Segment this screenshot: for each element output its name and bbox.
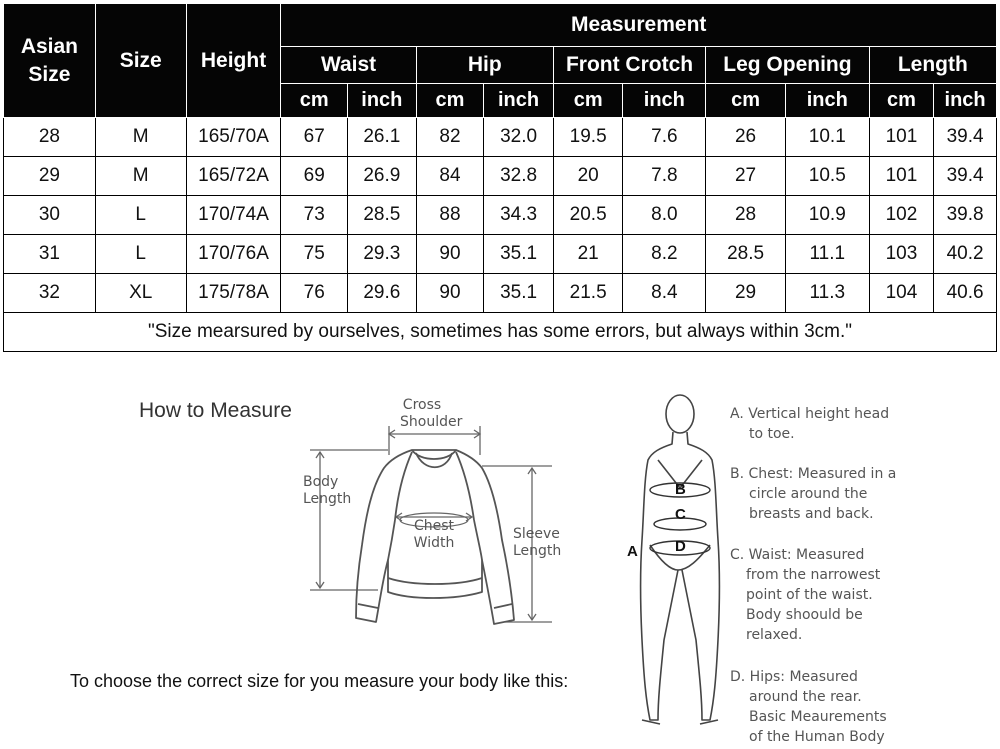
unit-inch: inch	[623, 84, 706, 118]
table-cell: 175/78A	[186, 274, 281, 313]
table-cell: 28.5	[348, 196, 417, 235]
table-cell: 40.2	[934, 235, 997, 274]
table-cell: 88	[416, 196, 484, 235]
unit-inch: inch	[348, 84, 417, 118]
table-cell: 84	[416, 157, 484, 196]
table-cell: 102	[869, 196, 934, 235]
table-cell: 101	[869, 157, 934, 196]
table-cell: L	[95, 196, 186, 235]
table-cell: 11.3	[785, 274, 869, 313]
table-cell: 39.4	[934, 157, 997, 196]
chest-width-label: Chest Width	[413, 518, 455, 551]
table-cell: 34.3	[484, 196, 554, 235]
table-cell: 21.5	[553, 274, 623, 313]
table-cell: 27	[706, 157, 786, 196]
unit-inch: inch	[934, 84, 997, 118]
header-height: Height	[186, 4, 281, 118]
table-cell: 75	[281, 235, 348, 274]
table-cell: 29	[706, 274, 786, 313]
legend-b: B. Chest: Measured in a circle around the breasts and back.	[730, 466, 897, 522]
table-cell: 28	[4, 118, 96, 157]
table-cell: 90	[416, 235, 484, 274]
table-cell: 7.6	[623, 118, 706, 157]
table-cell: 82	[416, 118, 484, 157]
table-cell: 21	[553, 235, 623, 274]
table-cell: 165/70A	[186, 118, 281, 157]
table-cell: 104	[869, 274, 934, 313]
table-cell: 32.0	[484, 118, 554, 157]
table-cell: 39.8	[934, 196, 997, 235]
table-cell: 26	[706, 118, 786, 157]
marker-d: D	[675, 538, 686, 555]
table-cell: 101	[869, 118, 934, 157]
how-to-measure-title: How to Measure	[139, 399, 292, 422]
table-cell: 32.8	[484, 157, 554, 196]
table-cell: 28.5	[706, 235, 786, 274]
table-cell: 32	[4, 274, 96, 313]
table-cell: 11.1	[785, 235, 869, 274]
table-cell: M	[95, 157, 186, 196]
table-cell: 8.2	[623, 235, 706, 274]
header-leg-opening: Leg Opening	[706, 47, 869, 84]
table-cell: 103	[869, 235, 934, 274]
table-cell: 26.1	[348, 118, 417, 157]
unit-cm: cm	[869, 84, 934, 118]
table-cell: XL	[95, 274, 186, 313]
marker-c: C	[675, 506, 686, 523]
unit-cm: cm	[553, 84, 623, 118]
unit-inch: inch	[785, 84, 869, 118]
header-length: Length	[869, 47, 996, 84]
unit-cm: cm	[706, 84, 786, 118]
table-cell: 20.5	[553, 196, 623, 235]
header-asian-size: Asian Size	[4, 4, 96, 118]
body-length-label: Body Length	[303, 474, 352, 507]
marker-a: A	[627, 543, 638, 560]
table-cell: 8.4	[623, 274, 706, 313]
table-cell: L	[95, 235, 186, 274]
table-cell: 7.8	[623, 157, 706, 196]
table-cell: 10.1	[785, 118, 869, 157]
unit-cm: cm	[416, 84, 484, 118]
header-waist: Waist	[281, 47, 416, 84]
header-hip: Hip	[416, 47, 553, 84]
table-cell: 29.3	[348, 235, 417, 274]
table-cell: 39.4	[934, 118, 997, 157]
table-cell: 170/74A	[186, 196, 281, 235]
sleeve-length-label: Sleeve Length	[513, 526, 562, 559]
table-cell: 40.6	[934, 274, 997, 313]
table-cell: 30	[4, 196, 96, 235]
legend-c: C. Waist: Measured from the narrowest point of the waist. Body shoould be relaxed.	[730, 547, 881, 643]
human-figure	[641, 395, 720, 724]
table-cell: 26.9	[348, 157, 417, 196]
unit-inch: inch	[484, 84, 554, 118]
table-cell: 29	[4, 157, 96, 196]
table-cell: 28	[706, 196, 786, 235]
measurement-note: "Size mearsured by ourselves, sometimes has some errors, but always within 3cm."	[4, 313, 997, 352]
table-cell: 69	[281, 157, 348, 196]
table-cell: 67	[281, 118, 348, 157]
table-cell: 35.1	[484, 274, 554, 313]
table-cell: 170/76A	[186, 235, 281, 274]
table-cell: 19.5	[553, 118, 623, 157]
table-cell: 20	[553, 157, 623, 196]
table-cell: 10.5	[785, 157, 869, 196]
table-cell: 165/72A	[186, 157, 281, 196]
legend-a: A. Vertical height head to toe.	[730, 406, 890, 442]
table-cell: 10.9	[785, 196, 869, 235]
marker-b: B	[675, 481, 686, 498]
table-cell: 76	[281, 274, 348, 313]
table-cell: 31	[4, 235, 96, 274]
instruction-text: To choose the correct size for you measure your body like this:	[70, 671, 569, 691]
unit-cm: cm	[281, 84, 348, 118]
header-size: Size	[95, 4, 186, 118]
legend-d: D. Hips: Measured around the rear. Basic Meaurements of the Human Body	[730, 669, 887, 745]
header-front-crotch: Front Crotch	[553, 47, 705, 84]
table-cell: 8.0	[623, 196, 706, 235]
header-measurement: Measurement	[281, 4, 997, 47]
table-cell: 73	[281, 196, 348, 235]
table-cell: 35.1	[484, 235, 554, 274]
table-cell: 90	[416, 274, 484, 313]
table-cell: 29.6	[348, 274, 417, 313]
table-cell: M	[95, 118, 186, 157]
cross-shoulder-label: Cross Shoulder	[400, 397, 463, 430]
